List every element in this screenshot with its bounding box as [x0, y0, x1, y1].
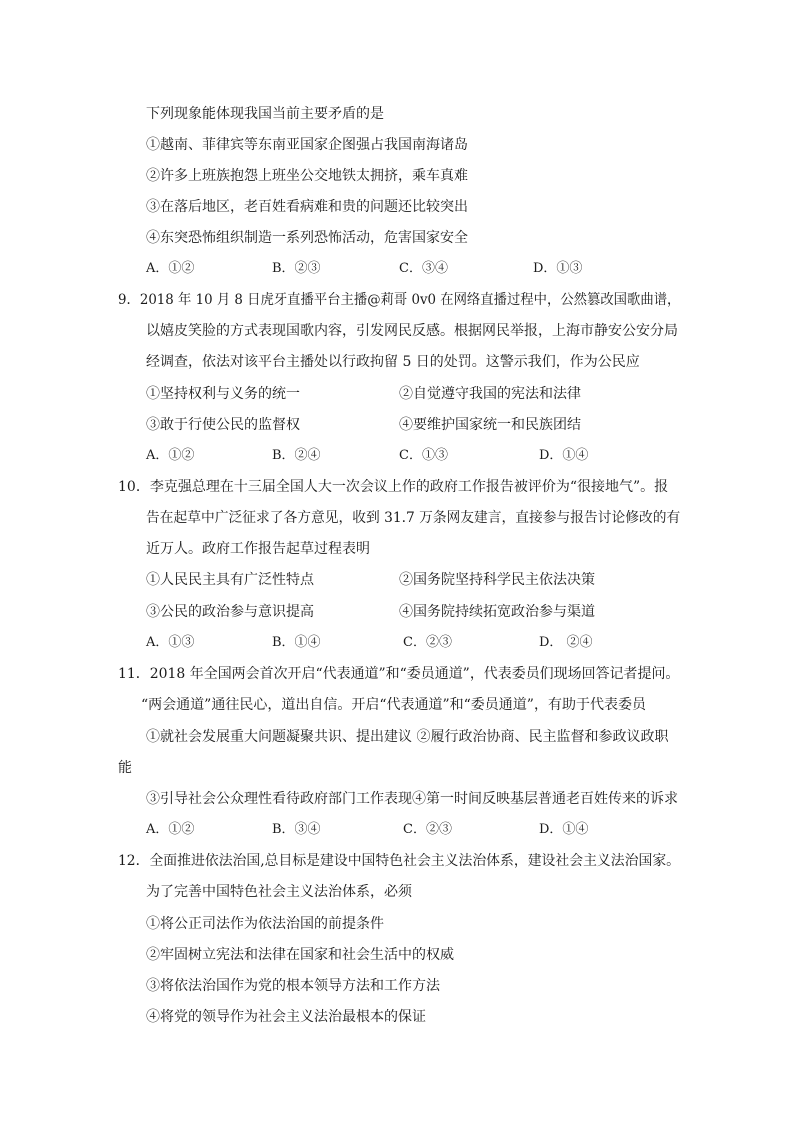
q12-item-4: ④将党的领导作为社会主义法治最根本的保证 — [146, 1009, 426, 1025]
q9-option-a: A．①② — [146, 448, 195, 463]
q9-item-2: ②自觉遵守我国的宪法和法律 — [399, 386, 581, 402]
q8-option-a: A．①② — [146, 261, 195, 276]
q8-item-3: ③在落后地区，老百姓看病难和贵的问题还比较突出 — [146, 199, 468, 215]
q9-item-4: ④要维护国家统一和民族团结 — [399, 417, 581, 433]
q9-stem-line-1: 9．2018 年 10 月 8 日虎牙直播平台主播@莉哥 0v0 在网络直播过程中，公然篡改国歌曲谱， — [118, 292, 681, 308]
q10-option-a: A．①③ — [146, 635, 195, 650]
q10-stem-line-3: 近万人。政府工作报告起草过程表明 — [146, 541, 370, 557]
q8-option-b: B．②③ — [272, 261, 321, 276]
q12-item-1: ①将公正司法作为依法治国的前提条件 — [146, 916, 384, 932]
q8-option-d: D．①③ — [533, 261, 583, 276]
q11-option-b: B．③④ — [272, 822, 321, 837]
q9-option-c: C．①③ — [399, 448, 448, 463]
q10-stem-line-1: 10．李克强总理在十三届全国人大一次会议上作的政府工作报告被评价为“很接地气”。报 — [118, 479, 669, 495]
q10-stem-line-2: 告在起草中广泛征求了各方意见，收到 31.7 万条网友建言，直接参与报告讨论修改的有 — [146, 510, 681, 526]
q9-stem-line-2: 以嬉皮笑脸的方式表现国歌内容，引发网民反感。根据网民举报，上海市静安公安分局 — [146, 323, 678, 339]
q9-item-1: ①坚持权利与义务的统一 — [146, 386, 300, 402]
q9-stem-line-3: 经调查，依法对该平台主播处以行政拘留 5 日的处罚。这警示我们，作为公民应 — [146, 354, 640, 370]
q8-stem: 下列现象能体现我国当前主要矛盾的是 — [146, 106, 384, 122]
q8-option-c: C．③④ — [399, 261, 448, 276]
q11-stem-line-1: 11．2018 年全国两会首次开启“代表通道”和“委员通道”，代表委员们现场回答记者提问。 — [118, 666, 680, 682]
q11-option-c: C．②③ — [403, 822, 452, 837]
q10-option-b: B．①④ — [272, 635, 321, 650]
q9-option-b: B．②④ — [272, 448, 321, 463]
q12-stem-line-2: 为了完善中国特色社会主义法治体系，必须 — [146, 884, 412, 900]
q10-option-c: C．②③ — [403, 635, 452, 650]
q12-stem-line-1: 12．全面推进依法治国,总目标是建设中国特色社会主义法治体系，建设社会主义法治国家。 — [118, 853, 681, 869]
q10-item-3: ③公民的政治参与意识提高 — [146, 604, 314, 620]
q11-items-line-2: ③引导社会公众理性看待政府部门工作表现④第一时间反映基层普通老百姓传来的诉求 — [146, 791, 678, 807]
q11-option-a: A．①② — [146, 822, 195, 837]
q9-item-3: ③敢于行使公民的监督权 — [146, 417, 300, 433]
q12-item-2: ②牢固树立宪法和法律在国家和社会生活中的权威 — [146, 947, 454, 963]
q11-items-line-1-wrap: 能 — [118, 760, 132, 776]
q8-item-4: ④东突恐怖组织制造一系列恐怖活动，危害国家安全 — [146, 230, 468, 246]
q12-item-3: ③将依法治国作为党的根本领导方法和工作方法 — [146, 978, 440, 994]
q10-item-4: ④国务院持续拓宽政治参与渠道 — [399, 604, 595, 620]
q11-option-d: D．①④ — [539, 822, 589, 837]
q10-item-2: ②国务院坚持科学民主依法决策 — [399, 572, 595, 588]
q8-item-2: ②许多上班族抱怨上班坐公交地铁太拥挤，乘车真难 — [146, 168, 468, 184]
q11-stem-line-2: “两会通道”通往民心，道出自信。开启“代表通道”和“委员通道”，有助于代表委员 — [141, 697, 646, 713]
q10-option-d: D． ②④ — [539, 635, 593, 650]
q10-item-1: ①人民民主具有广泛性特点 — [146, 572, 314, 588]
q11-items-line-1: ①就社会发展重大问题凝聚共识、提出建议 ②履行政治协商、民主监督和参政议政职 — [146, 729, 669, 745]
q8-item-1: ①越南、菲律宾等东南亚国家企图强占我国南海诸岛 — [146, 137, 468, 153]
q9-option-d: D．①④ — [539, 448, 589, 463]
